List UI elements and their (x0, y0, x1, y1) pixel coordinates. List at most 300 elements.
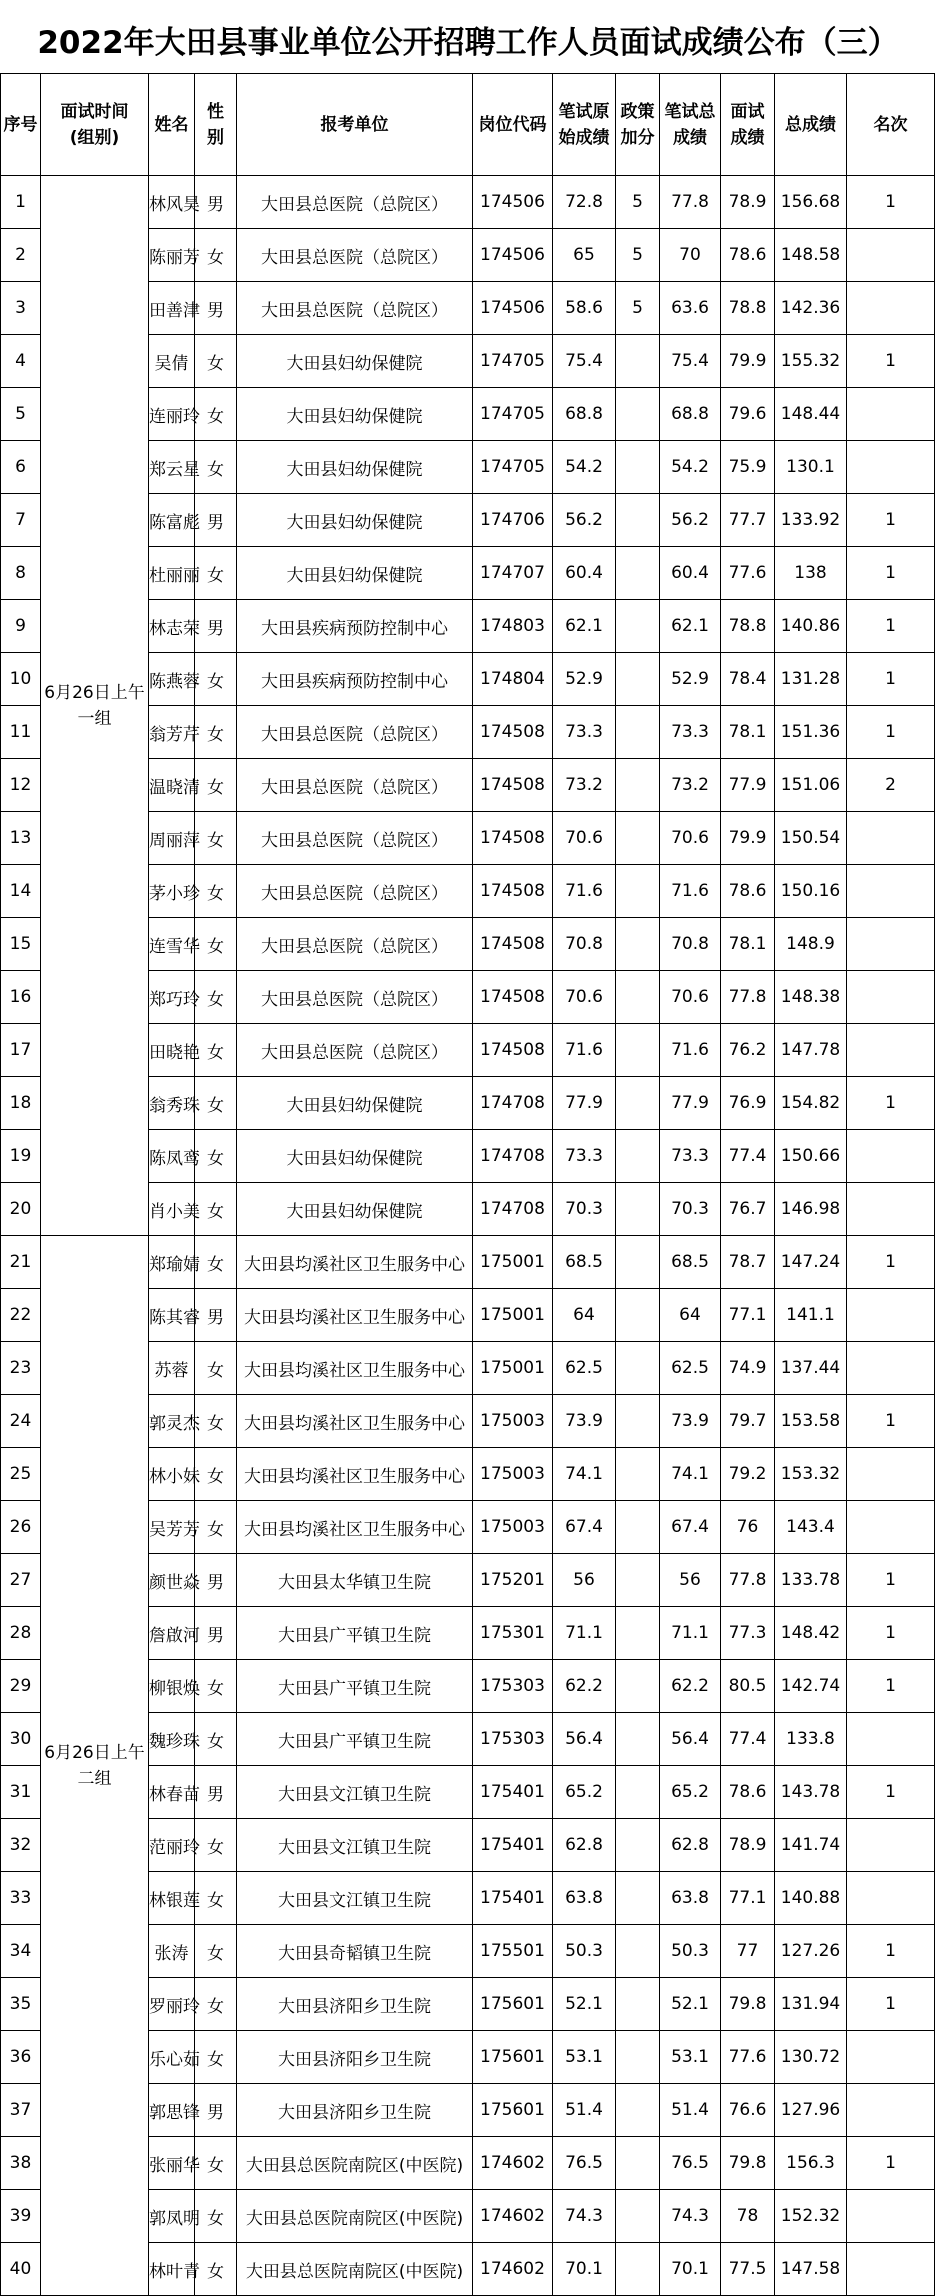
cell-policy (616, 1395, 660, 1448)
cell-sex: 女 (195, 1448, 237, 1501)
cell-total: 131.94 (775, 1978, 847, 2031)
cell-seq: 30 (1, 1713, 41, 1766)
group-name: 一组 (77, 708, 112, 729)
cell-interview: 79.8 (721, 2137, 775, 2190)
cell-name: 魏珍珠 (149, 1713, 195, 1766)
cell-sex: 女 (195, 1501, 237, 1554)
cell-written-total: 68.8 (660, 388, 721, 441)
cell-policy (616, 547, 660, 600)
cell-name: 吴芳芳 (149, 1501, 195, 1554)
header-label-line2: 始成绩 (558, 127, 610, 148)
cell-rank (847, 1130, 935, 1183)
cell-sex: 女 (195, 971, 237, 1024)
cell-code: 174602 (473, 2190, 553, 2243)
cell-written-total: 73.3 (660, 706, 721, 759)
cell-written-raw: 72.8 (553, 176, 616, 229)
header-label: 岗位代码 (478, 114, 547, 135)
cell-written-raw: 54.2 (553, 441, 616, 494)
cell-interview: 77.5 (721, 2243, 775, 2296)
cell-unit: 大田县总医院（总院区） (237, 918, 473, 971)
cell-interview: 77.1 (721, 1289, 775, 1342)
cell-seq: 3 (1, 282, 41, 335)
cell-total: 148.44 (775, 388, 847, 441)
cell-interview: 78.1 (721, 706, 775, 759)
cell-seq: 28 (1, 1607, 41, 1660)
cell-sex: 男 (195, 282, 237, 335)
cell-unit: 大田县妇幼保健院 (237, 335, 473, 388)
cell-total: 151.36 (775, 706, 847, 759)
cell-rank: 1 (847, 706, 935, 759)
cell-policy: 5 (616, 229, 660, 282)
header-label: 笔试总 (664, 101, 716, 122)
cell-name: 翁芳芹 (149, 706, 195, 759)
cell-total: 141.74 (775, 1819, 847, 1872)
cell-name: 陈丽芳 (149, 229, 195, 282)
cell-policy (616, 1024, 660, 1077)
cell-total: 151.06 (775, 759, 847, 812)
cell-written-raw: 53.1 (553, 2031, 616, 2084)
cell-sex: 女 (195, 2190, 237, 2243)
cell-name: 苏蓉 (149, 1342, 195, 1395)
cell-seq: 29 (1, 1660, 41, 1713)
cell-seq: 17 (1, 1024, 41, 1077)
cell-total: 133.8 (775, 1713, 847, 1766)
cell-name: 周丽萍 (149, 812, 195, 865)
cell-unit: 大田县妇幼保健院 (237, 1183, 473, 1236)
cell-code: 175303 (473, 1713, 553, 1766)
cell-rank: 1 (847, 653, 935, 706)
cell-written-total: 56.4 (660, 1713, 721, 1766)
cell-written-raw: 56.4 (553, 1713, 616, 1766)
cell-unit: 大田县总医院（总院区） (237, 865, 473, 918)
header-label: 序号 (3, 114, 38, 135)
cell-unit: 大田县疾病预防控制中心 (237, 653, 473, 706)
cell-sex: 男 (195, 1766, 237, 1819)
cell-unit: 大田县广平镇卫生院 (237, 1713, 473, 1766)
cell-written-raw: 77.9 (553, 1077, 616, 1130)
cell-policy (616, 2031, 660, 2084)
cell-code: 174803 (473, 600, 553, 653)
cell-code: 174506 (473, 176, 553, 229)
cell-code: 174508 (473, 918, 553, 971)
cell-written-raw: 51.4 (553, 2084, 616, 2137)
cell-policy (616, 441, 660, 494)
cell-sex: 女 (195, 388, 237, 441)
cell-written-total: 62.5 (660, 1342, 721, 1395)
cell-unit: 大田县均溪社区卫生服务中心 (237, 1501, 473, 1554)
cell-written-total: 75.4 (660, 335, 721, 388)
cell-sex: 女 (195, 812, 237, 865)
cell-seq: 35 (1, 1978, 41, 2031)
cell-unit: 大田县济阳乡卫生院 (237, 2031, 473, 2084)
cell-rank: 1 (847, 1236, 935, 1289)
cell-interview: 76 (721, 1501, 775, 1554)
cell-written-raw: 52.9 (553, 653, 616, 706)
cell-written-total: 52.1 (660, 1978, 721, 2031)
cell-written-total: 71.6 (660, 865, 721, 918)
cell-interview: 78.4 (721, 653, 775, 706)
cell-rank: 1 (847, 1978, 935, 2031)
cell-policy (616, 759, 660, 812)
cell-name: 范丽玲 (149, 1819, 195, 1872)
header-label-line2: (组别) (69, 127, 120, 148)
cell-code: 174508 (473, 812, 553, 865)
cell-seq: 32 (1, 1819, 41, 1872)
cell-written-total: 50.3 (660, 1925, 721, 1978)
cell-written-raw: 65 (553, 229, 616, 282)
cell-policy (616, 2190, 660, 2243)
cell-interview: 77.8 (721, 971, 775, 1024)
cell-written-total: 62.8 (660, 1819, 721, 1872)
cell-written-total: 70.6 (660, 812, 721, 865)
header-label: 性 (207, 101, 224, 122)
cell-policy (616, 1077, 660, 1130)
cell-rank: 1 (847, 1660, 935, 1713)
cell-code: 174602 (473, 2243, 553, 2296)
cell-rank (847, 1501, 935, 1554)
cell-total: 148.42 (775, 1607, 847, 1660)
cell-total: 147.78 (775, 1024, 847, 1077)
group-name: 二组 (77, 1768, 112, 1789)
cell-total: 147.24 (775, 1236, 847, 1289)
cell-written-total: 51.4 (660, 2084, 721, 2137)
cell-total: 146.98 (775, 1183, 847, 1236)
header-label-line2: 成绩 (730, 127, 765, 148)
cell-unit: 大田县妇幼保健院 (237, 1130, 473, 1183)
cell-policy (616, 1660, 660, 1713)
cell-unit: 大田县妇幼保健院 (237, 388, 473, 441)
cell-sex: 男 (195, 1607, 237, 1660)
cell-written-raw: 70.1 (553, 2243, 616, 2296)
cell-rank: 1 (847, 547, 935, 600)
cell-sex: 女 (195, 441, 237, 494)
cell-interview: 77.6 (721, 2031, 775, 2084)
cell-interview: 78.6 (721, 1766, 775, 1819)
header-label-line2: 成绩 (673, 127, 707, 148)
cell-policy (616, 1872, 660, 1925)
cell-written-total: 71.6 (660, 1024, 721, 1077)
cell-name: 翁秀珠 (149, 1077, 195, 1130)
cell-code: 175401 (473, 1872, 553, 1925)
cell-code: 175601 (473, 1978, 553, 2031)
group-date: 6月26日上午 (44, 1742, 145, 1763)
header-label: 政策 (620, 101, 655, 122)
cell-total: 150.16 (775, 865, 847, 918)
cell-code: 175003 (473, 1395, 553, 1448)
cell-code: 175303 (473, 1660, 553, 1713)
cell-rank (847, 229, 935, 282)
cell-name: 陈凤鸾 (149, 1130, 195, 1183)
cell-written-raw: 60.4 (553, 547, 616, 600)
cell-seq: 8 (1, 547, 41, 600)
cell-policy (616, 1925, 660, 1978)
cell-sex: 女 (195, 1819, 237, 1872)
cell-unit: 大田县济阳乡卫生院 (237, 2084, 473, 2137)
cell-written-total: 62.2 (660, 1660, 721, 1713)
cell-policy (616, 1607, 660, 1660)
cell-rank (847, 1289, 935, 1342)
cell-written-raw: 73.3 (553, 1130, 616, 1183)
cell-sex: 女 (195, 229, 237, 282)
cell-total: 148.58 (775, 229, 847, 282)
scores-table (0, 73, 935, 2296)
cell-written-raw: 71.6 (553, 1024, 616, 1077)
cell-code: 174708 (473, 1077, 553, 1130)
cell-rank (847, 2084, 935, 2137)
cell-unit: 大田县济阳乡卫生院 (237, 1978, 473, 2031)
cell-written-total: 70 (660, 229, 721, 282)
cell-policy (616, 1819, 660, 1872)
cell-sex: 男 (195, 2084, 237, 2137)
cell-interview: 78.6 (721, 229, 775, 282)
cell-seq: 38 (1, 2137, 41, 2190)
cell-total: 153.32 (775, 1448, 847, 1501)
cell-seq: 5 (1, 388, 41, 441)
cell-name: 茅小珍 (149, 865, 195, 918)
cell-written-total: 53.1 (660, 2031, 721, 2084)
cell-seq: 1 (1, 176, 41, 229)
cell-rank: 1 (847, 1077, 935, 1130)
cell-code: 175003 (473, 1501, 553, 1554)
cell-rank: 1 (847, 600, 935, 653)
cell-name: 陈富彪 (149, 494, 195, 547)
cell-written-total: 52.9 (660, 653, 721, 706)
cell-code: 175201 (473, 1554, 553, 1607)
cell-written-total: 74.3 (660, 2190, 721, 2243)
cell-sex: 女 (195, 1024, 237, 1077)
cell-unit: 大田县均溪社区卫生服务中心 (237, 1395, 473, 1448)
cell-seq: 13 (1, 812, 41, 865)
cell-code: 174705 (473, 335, 553, 388)
cell-written-raw: 62.2 (553, 1660, 616, 1713)
cell-unit: 大田县均溪社区卫生服务中心 (237, 1236, 473, 1289)
cell-code: 175001 (473, 1289, 553, 1342)
cell-policy (616, 1183, 660, 1236)
cell-rank (847, 1713, 935, 1766)
cell-sex: 女 (195, 1183, 237, 1236)
cell-sex: 女 (195, 2243, 237, 2296)
cell-sex: 女 (195, 547, 237, 600)
cell-rank: 1 (847, 1766, 935, 1819)
header-label: 面试时间 (60, 101, 129, 122)
cell-written-raw: 74.1 (553, 1448, 616, 1501)
cell-name: 连丽玲 (149, 388, 195, 441)
header-label: 笔试原 (558, 101, 610, 122)
cell-sex: 女 (195, 706, 237, 759)
cell-unit: 大田县文江镇卫生院 (237, 1766, 473, 1819)
cell-code: 174508 (473, 759, 553, 812)
cell-policy (616, 918, 660, 971)
cell-group (41, 1236, 149, 2296)
cell-name: 张丽华 (149, 2137, 195, 2190)
cell-seq: 39 (1, 2190, 41, 2243)
cell-rank: 1 (847, 1554, 935, 1607)
cell-seq: 2 (1, 229, 41, 282)
cell-total: 142.36 (775, 282, 847, 335)
cell-sex: 男 (195, 494, 237, 547)
cell-code: 175601 (473, 2084, 553, 2137)
cell-policy (616, 706, 660, 759)
cell-written-raw: 70.8 (553, 918, 616, 971)
cell-unit: 大田县妇幼保健院 (237, 547, 473, 600)
cell-total: 131.28 (775, 653, 847, 706)
cell-written-total: 64 (660, 1289, 721, 1342)
cell-written-raw: 52.1 (553, 1978, 616, 2031)
cell-rank: 1 (847, 494, 935, 547)
cell-code: 175401 (473, 1766, 553, 1819)
cell-total: 148.9 (775, 918, 847, 971)
cell-written-raw: 70.3 (553, 1183, 616, 1236)
cell-interview: 78.9 (721, 176, 775, 229)
cell-written-raw: 58.6 (553, 282, 616, 335)
cell-interview: 75.9 (721, 441, 775, 494)
cell-total: 127.96 (775, 2084, 847, 2137)
cell-written-raw: 73.2 (553, 759, 616, 812)
header-label: 名次 (873, 114, 908, 135)
cell-name: 杜丽丽 (149, 547, 195, 600)
cell-rank (847, 1819, 935, 1872)
cell-interview: 74.9 (721, 1342, 775, 1395)
cell-total: 130.72 (775, 2031, 847, 2084)
cell-policy (616, 971, 660, 1024)
cell-name: 林春苗 (149, 1766, 195, 1819)
cell-written-total: 74.1 (660, 1448, 721, 1501)
cell-sex: 女 (195, 1395, 237, 1448)
cell-policy (616, 1342, 660, 1395)
cell-group (41, 176, 149, 1236)
cell-sex: 女 (195, 2031, 237, 2084)
cell-rank (847, 2031, 935, 2084)
cell-rank (847, 2243, 935, 2296)
cell-interview: 79.9 (721, 335, 775, 388)
cell-name: 詹啟河 (149, 1607, 195, 1660)
cell-interview: 78.6 (721, 865, 775, 918)
cell-written-raw: 74.3 (553, 2190, 616, 2243)
cell-name: 郭思锋 (149, 2084, 195, 2137)
cell-code: 174804 (473, 653, 553, 706)
cell-interview: 78.8 (721, 282, 775, 335)
cell-written-raw: 50.3 (553, 1925, 616, 1978)
cell-written-total: 70.6 (660, 971, 721, 1024)
cell-interview: 78 (721, 2190, 775, 2243)
cell-written-raw: 62.5 (553, 1342, 616, 1395)
cell-unit: 大田县总医院（总院区） (237, 176, 473, 229)
table-row (1, 1236, 935, 1289)
cell-name: 郑巧玲 (149, 971, 195, 1024)
header-code (473, 74, 553, 176)
cell-written-raw: 76.5 (553, 2137, 616, 2190)
cell-code: 174706 (473, 494, 553, 547)
cell-policy (616, 2084, 660, 2137)
cell-seq: 11 (1, 706, 41, 759)
cell-interview: 77.3 (721, 1607, 775, 1660)
cell-written-raw: 67.4 (553, 1501, 616, 1554)
cell-policy (616, 1448, 660, 1501)
cell-rank (847, 1448, 935, 1501)
cell-code: 174506 (473, 282, 553, 335)
cell-unit: 大田县总医院南院区(中医院) (237, 2190, 473, 2243)
cell-total: 130.1 (775, 441, 847, 494)
cell-unit: 大田县均溪社区卫生服务中心 (237, 1342, 473, 1395)
cell-interview: 76.2 (721, 1024, 775, 1077)
cell-name: 林志荣 (149, 600, 195, 653)
cell-code: 175601 (473, 2031, 553, 2084)
cell-seq: 21 (1, 1236, 41, 1289)
cell-interview: 78.7 (721, 1236, 775, 1289)
cell-total: 152.32 (775, 2190, 847, 2243)
cell-written-total: 67.4 (660, 1501, 721, 1554)
cell-rank: 2 (847, 759, 935, 812)
cell-name: 陈燕蓉 (149, 653, 195, 706)
cell-written-raw: 63.8 (553, 1872, 616, 1925)
cell-code: 174705 (473, 441, 553, 494)
cell-policy (616, 653, 660, 706)
cell-sex: 女 (195, 1660, 237, 1713)
cell-seq: 14 (1, 865, 41, 918)
cell-written-total: 73.9 (660, 1395, 721, 1448)
cell-written-total: 68.5 (660, 1236, 721, 1289)
cell-written-total: 70.1 (660, 2243, 721, 2296)
cell-written-raw: 64 (553, 1289, 616, 1342)
cell-sex: 女 (195, 1925, 237, 1978)
cell-name: 肖小美 (149, 1183, 195, 1236)
cell-rank (847, 1183, 935, 1236)
cell-total: 133.92 (775, 494, 847, 547)
header-seq (1, 74, 41, 176)
cell-name: 吴倩 (149, 335, 195, 388)
cell-code: 175003 (473, 1448, 553, 1501)
header-written_total (660, 74, 721, 176)
cell-seq: 7 (1, 494, 41, 547)
cell-name: 郭凤明 (149, 2190, 195, 2243)
cell-seq: 25 (1, 1448, 41, 1501)
cell-name: 陈其睿 (149, 1289, 195, 1342)
cell-written-raw: 56.2 (553, 494, 616, 547)
table-row (1, 176, 935, 229)
cell-rank (847, 1024, 935, 1077)
cell-interview: 79.2 (721, 1448, 775, 1501)
header-label: 报考单位 (320, 114, 389, 135)
cell-seq: 33 (1, 1872, 41, 1925)
cell-written-raw: 71.1 (553, 1607, 616, 1660)
cell-policy (616, 1713, 660, 1766)
cell-code: 175001 (473, 1342, 553, 1395)
cell-seq: 31 (1, 1766, 41, 1819)
cell-policy: 5 (616, 282, 660, 335)
cell-interview: 78.8 (721, 600, 775, 653)
cell-written-raw: 62.8 (553, 1819, 616, 1872)
header-interview (721, 74, 775, 176)
cell-rank (847, 388, 935, 441)
cell-written-raw: 73.9 (553, 1395, 616, 1448)
cell-written-total: 63.6 (660, 282, 721, 335)
cell-code: 174508 (473, 971, 553, 1024)
cell-policy (616, 1978, 660, 2031)
cell-seq: 24 (1, 1395, 41, 1448)
cell-seq: 34 (1, 1925, 41, 1978)
cell-seq: 40 (1, 2243, 41, 2296)
cell-interview: 77.1 (721, 1872, 775, 1925)
header-label-line2: 加分 (620, 127, 655, 148)
cell-interview: 76.6 (721, 2084, 775, 2137)
cell-written-raw: 70.6 (553, 971, 616, 1024)
header-sex (195, 74, 237, 176)
cell-sex: 女 (195, 653, 237, 706)
cell-unit: 大田县文江镇卫生院 (237, 1872, 473, 1925)
cell-unit: 大田县总医院（总院区） (237, 706, 473, 759)
cell-policy (616, 1766, 660, 1819)
cell-unit: 大田县妇幼保健院 (237, 494, 473, 547)
